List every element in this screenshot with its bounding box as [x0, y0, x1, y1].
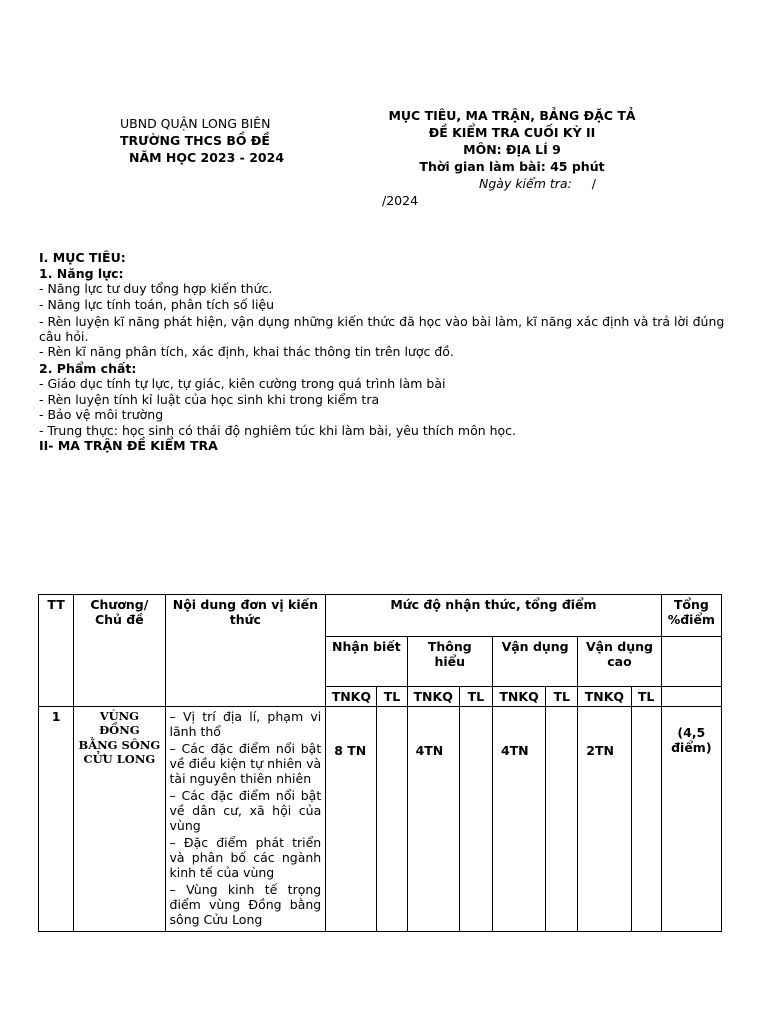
- header-total-empty: [661, 637, 721, 687]
- section2-heading: II- MA TRẬN ĐỀ KIỂM TRA: [39, 438, 218, 453]
- header-content: Nội dung đơn vị kiến thức: [165, 595, 326, 707]
- document-title: MỤC TIÊU, MA TRẬN, BẢNG ĐẶC TẢ: [388, 108, 636, 123]
- exam-date: [372, 176, 652, 193]
- header-tnkq: TNKQ: [492, 687, 545, 707]
- header-level-recognize: Nhận biết: [326, 637, 407, 687]
- header-level-apply-high: Vận dụng cao: [578, 637, 661, 687]
- row-tt: 1: [39, 707, 74, 932]
- exam-date-slash: /: [591, 176, 596, 191]
- cell-recognize-tl: [377, 707, 407, 932]
- table-header-row: [39, 595, 722, 637]
- header-level-apply: Vận dụng: [492, 637, 577, 687]
- subject-name: MÔN: ĐỊA LÍ 9: [463, 142, 561, 157]
- exam-date-label: Ngày kiểm tra:: [479, 176, 572, 191]
- cell-recognize-tnkq: 8 TN: [326, 707, 377, 932]
- section1-heading: I. MỤC TIÊU:: [39, 250, 126, 265]
- header-tt: TT: [39, 595, 74, 707]
- quality-heading: 2. Phẩm chất:: [39, 360, 137, 376]
- quality-item: - Bảo vệ môi trường: [39, 407, 164, 422]
- header-tl: TL: [546, 687, 578, 707]
- objectives-section: [39, 250, 729, 454]
- quality-item: - Giáo dục tính tự lực, tự giác, kiên cường trong quá trình làm bài: [39, 376, 446, 391]
- cell-apply-high-tnkq: 2TN: [578, 707, 631, 932]
- exam-matrix-table: [38, 594, 722, 932]
- content-item: – Đặc điểm phát triển và phân bố các ngành kinh tế của vùng: [169, 835, 322, 880]
- competency-heading: 1. Năng lực:: [39, 265, 124, 281]
- quality-item: - Trung thực: học sinh có thái độ nghiêm túc khi làm bài, yêu thích môn học.: [39, 422, 517, 438]
- table-row: [39, 707, 722, 932]
- cell-total: (4,5 điểm): [661, 707, 721, 932]
- row-chapter: VÙNG ĐỒNG BẰNG SÔNG CỬU LONG: [74, 707, 165, 932]
- header-total: Tổng %điểm: [661, 595, 721, 637]
- cell-understand-tnkq: 4TN: [407, 707, 459, 932]
- exam-header: [372, 108, 652, 210]
- school-year: NĂM HỌC 2023 - 2024: [129, 150, 285, 165]
- competency-item: - Năng lực tư duy tổng hợp kiến thức.: [39, 281, 273, 296]
- content-item: – Vùng kinh tế trọng điểm vùng Đồng bằng sông Cửu Long: [169, 882, 322, 927]
- content-item: – Các đặc điểm nổi bật về điều kiện tự nhiên và tài nguyên thiên nhiên: [169, 741, 322, 786]
- cell-apply-tnkq: 4TN: [492, 707, 545, 932]
- header-levels: Mức độ nhận thức, tổng điểm: [326, 595, 661, 637]
- header-tnkq: TNKQ: [578, 687, 631, 707]
- content-item: – Các đặc điểm nổi bật về dân cư, xã hội của vùng: [169, 788, 322, 833]
- competency-item: - Năng lực tính toán, phân tích số liệu: [39, 296, 275, 312]
- exam-name: ĐỀ KIỂM TRA CUỐI KỲ II: [428, 125, 596, 140]
- cell-apply-high-tl: [631, 707, 661, 932]
- exam-duration: Thời gian làm bài: 45 phút: [419, 159, 605, 174]
- header-tl: TL: [459, 687, 492, 707]
- quality-item: - Rèn luyện tính kỉ luật của học sinh khi trong kiểm tra: [39, 391, 380, 407]
- header-level-understand: Thông hiểu: [407, 637, 492, 687]
- content-item: – Vị trí địa lí, phạm vi lãnh thổ: [169, 709, 322, 739]
- row-content: [165, 707, 326, 932]
- competency-item: - Rèn kĩ năng phân tích, xác định, khai thác thông tin trên lược đồ.: [39, 343, 454, 359]
- header-tnkq: TNKQ: [326, 687, 377, 707]
- header-total-empty: [661, 687, 721, 707]
- cell-understand-tl: [459, 707, 492, 932]
- school-header: [110, 116, 310, 167]
- header-tl: TL: [377, 687, 407, 707]
- district-name: UBND QUẬN LONG BIÊN: [120, 116, 271, 131]
- competency-item: - Rèn luyện kĩ năng phát hiện, vận dụng những kiến thức đã học vào bài làm, kĩ năng xác định và trả lời đúng câu hỏi.: [39, 313, 725, 344]
- cell-apply-tl: [546, 707, 578, 932]
- header-tnkq: TNKQ: [407, 687, 459, 707]
- exam-year: /2024: [382, 193, 419, 208]
- header-tl: TL: [631, 687, 661, 707]
- school-name: TRƯỜNG THCS BỒ ĐỀ: [120, 133, 270, 148]
- header-chapter: Chương/ Chủ đề: [74, 595, 165, 707]
